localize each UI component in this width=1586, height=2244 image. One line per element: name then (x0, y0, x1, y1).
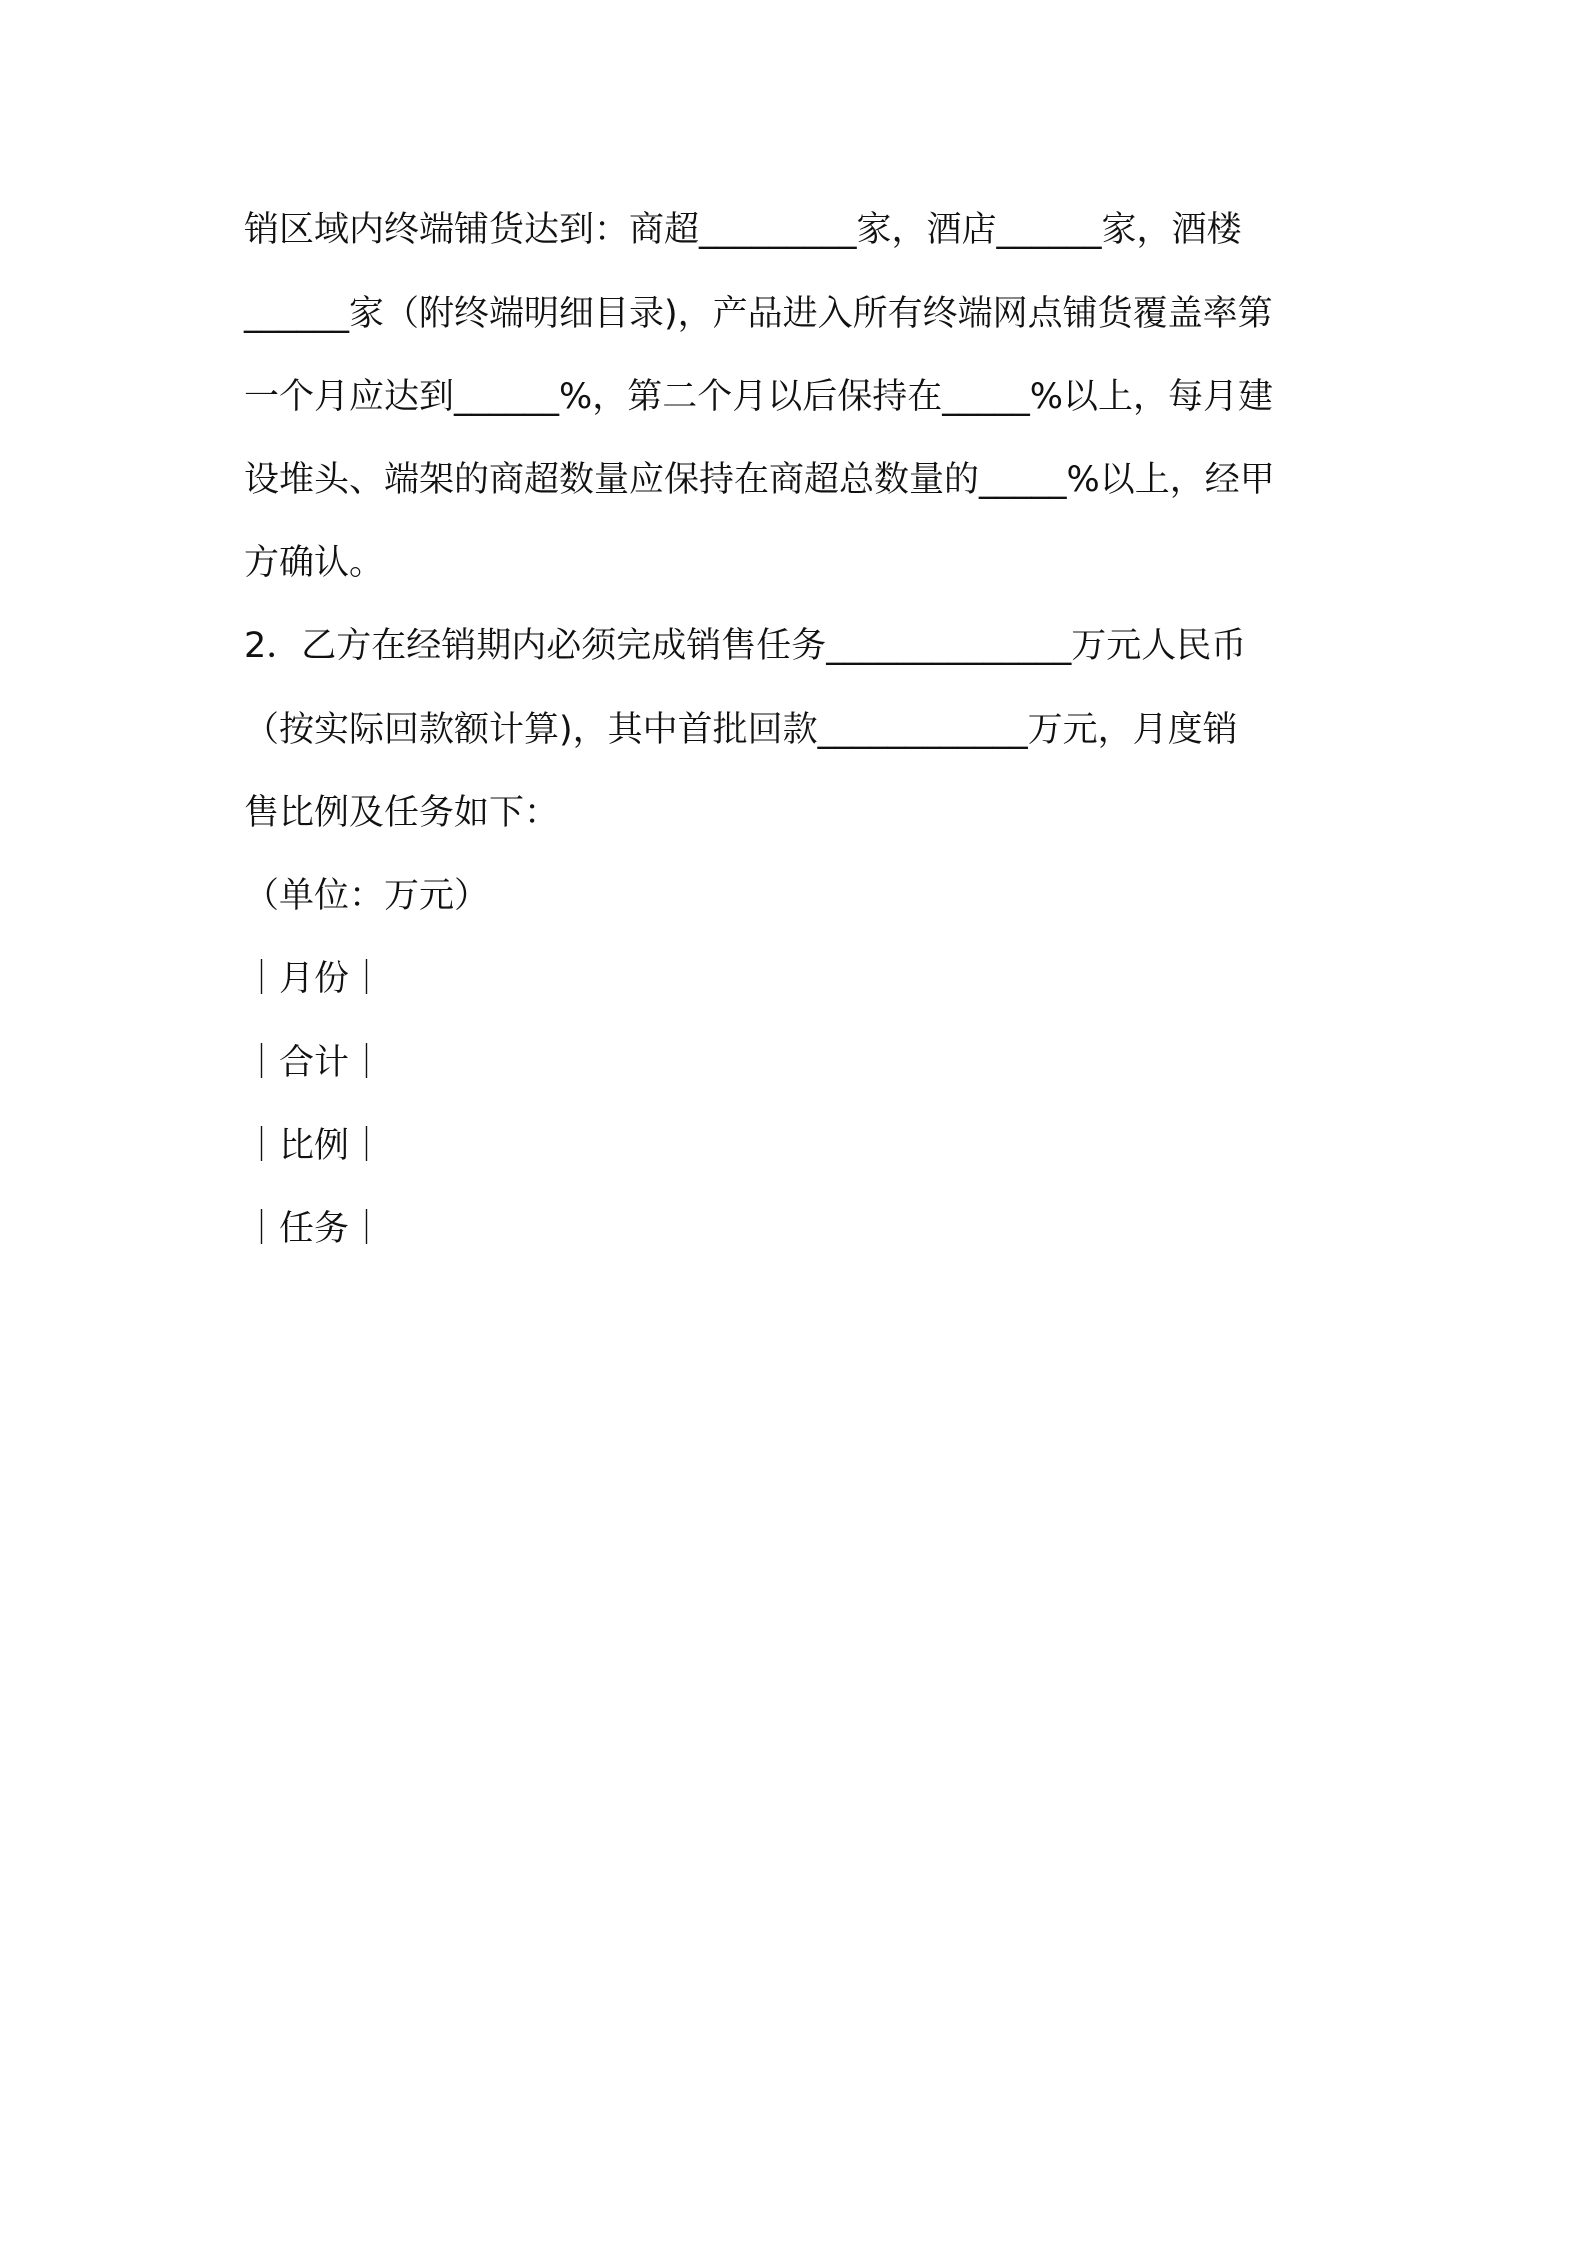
paragraph-2-line-2: （按实际回款额计算)，其中首批回款____________万元，月度销 (244, 710, 1238, 750)
paragraph-2-line-3: 售比例及任务如下： (244, 793, 560, 833)
table-row-total: ｜合计｜ (244, 1043, 385, 1083)
paragraph-1-line-2: ______家（附终端明细目录)，产品进入所有终端网点铺货覆盖率第 (244, 294, 1273, 334)
table-row-ratio: ｜比例｜ (244, 1126, 385, 1166)
paragraph-1-line-3: 一个月应达到______%，第二个月以后保持在_____%以上，每月建 (244, 377, 1274, 417)
table-row-task: ｜任务｜ (244, 1209, 385, 1249)
table-row-month: ｜月份｜ (244, 959, 385, 999)
paragraph-1-line-5: 方确认。 (244, 543, 385, 583)
paragraph-1-line-1: 销区域内终端铺货达到：商超_________家，酒店______家，酒楼 (244, 210, 1242, 250)
paragraph-1-line-4: 设堆头、端架的商超数量应保持在商超总数量的_____%以上，经甲 (244, 460, 1275, 500)
unit-note: （单位：万元） (244, 876, 490, 916)
paragraph-2-line-1: 2．乙方在经销期内必须完成销售任务______________万元人民币 (244, 626, 1247, 666)
